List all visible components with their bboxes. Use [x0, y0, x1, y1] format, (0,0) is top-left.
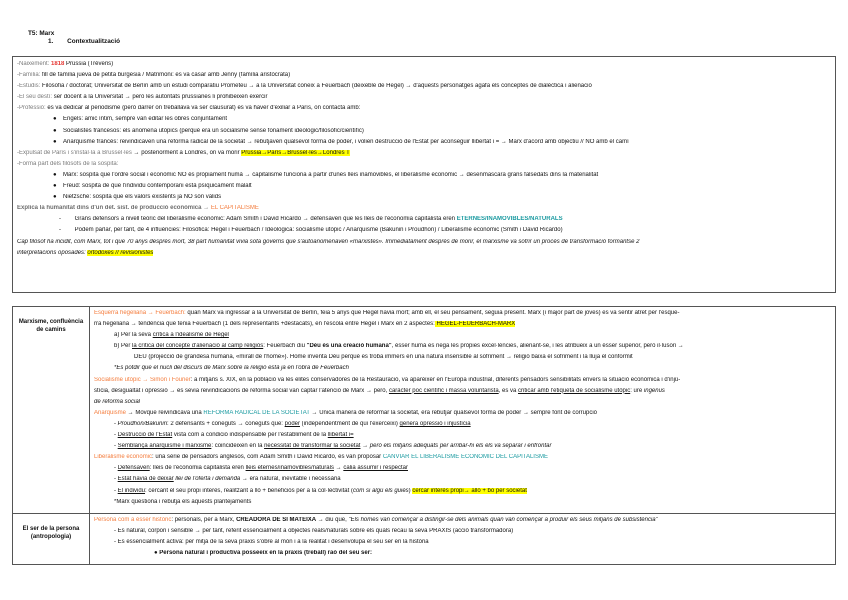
table-row [13, 513, 836, 564]
bullet-icon: ● [53, 138, 57, 145]
row-content [90, 513, 836, 564]
text-segment: : coincideixen en la [211, 443, 265, 450]
professio-line [17, 105, 831, 113]
content-line [94, 354, 831, 362]
text-segment: stícia, desigualtat i opressió → es sevia reivindicacions de reforma social van captar l'atenció de Marx → però, [94, 387, 389, 394]
professio-label: -Professió: [17, 105, 46, 112]
expulsat-route: Prússia→París→Brussel·les→Londres T [241, 149, 350, 156]
text-segment: : una sèrie de pensadors anglesos, com Adam Smith i David Ricardo, es van proposar [152, 454, 383, 461]
text-segment: Persona com a ésser històric [94, 516, 172, 523]
content-line [94, 539, 831, 547]
closing-text: interpretacions oposades: [17, 249, 86, 256]
bullet-icon: ● [53, 127, 57, 134]
text-segment: - [114, 487, 118, 494]
text-segment: a) Per la seva [114, 332, 153, 339]
bullet-icon: ● [53, 183, 57, 190]
bullet-text: Anarquisme francès: reivindicaven una reforma radical de la societat → rebutjaven qualsevol forma de poder, i volien destrucció de l'Estat per aconseguir llibertat i = → Marx d'acord amb objectiu // NO amb el camí [63, 138, 629, 145]
text-segment: : personals, per a Marx, [171, 516, 237, 523]
closing-highlight: ortodoxes // revisionistes [87, 249, 154, 256]
text-segment: - És natural, corpori i sensible → per tant, referit essencialment a objectes reals/naturals sobre els quals recau la seva PRAXIS (acció transformadora) [114, 527, 514, 534]
text-segment: - [114, 476, 118, 483]
naixement-line [17, 61, 831, 69]
list-item [17, 128, 831, 136]
text-segment: , ésser humà es nega les pròpies excel·lències, alienant-se, i les atribueix a un ésser superior, però il·lusori → [391, 343, 684, 350]
text-segment: (independentment de qui l'exerceixi) [300, 420, 400, 427]
content-line [94, 310, 831, 318]
text-segment: - És essencialment activa: per mitjà de la seva praxis s'obre al món i a la realitat i desenvolupa el seu ser en la història [114, 538, 429, 545]
text-segment: - [114, 432, 118, 439]
content-line [94, 499, 831, 507]
text-segment: CREADORA DE SI MATEIXA [236, 516, 317, 523]
text-segment: Socialisme utòpic → Simon i Fourier [94, 376, 191, 383]
estudis-line [17, 83, 831, 91]
text-segment: vista com a condició indispensable per l'establiment de la [172, 432, 328, 439]
text-segment: : lleis de l'economia capitalista eren [149, 465, 246, 472]
section-number: 1. [48, 38, 54, 46]
text-segment: de reforma social [94, 398, 141, 405]
text-segment: → però els mitjans adequats per arribar-hi els els va separar i enfrontar [360, 443, 552, 450]
text-segment: genera opressió i injustícia [399, 420, 471, 427]
content-line [94, 410, 831, 418]
text-segment: "Déu és una creació humana" [306, 343, 392, 350]
bullet-icon: ● [53, 171, 57, 178]
text-segment: Anarquisme [94, 409, 127, 416]
list-item [17, 216, 831, 224]
closing-line: Cap filòsof ha incidit, com Marx, tot i que 70 anys després mort, 38 part humanitat vivia sota governs que s'autoanomenaven «marxistes». Immediatament després de morir, el marxisme va sofrir un procés de transformació formantse 2 [17, 238, 640, 245]
list-item [17, 139, 831, 147]
bullet-icon: ● [53, 194, 57, 201]
section-heading [48, 38, 120, 46]
section-title: Contextualització [67, 38, 121, 46]
text-segment: → diu que, [316, 516, 349, 523]
content-line [94, 421, 831, 429]
text-segment: la crítica del concepte d'alienació al camp religiós [132, 343, 264, 350]
dash-icon: - [59, 227, 61, 234]
content-line [94, 388, 831, 396]
content-line [94, 476, 831, 484]
text-segment: : a mitjans s. XIX, en la població va les elites conservadores de la Restauració, va aparèixer en l'Europa industrial, diferents pensadors sensibilitats envers la situació econòmica i d'injú- [190, 376, 681, 383]
text-segment: , es va [498, 387, 519, 394]
content-line [94, 550, 831, 558]
text-segment: llei de l'oferta i demanda [173, 476, 241, 483]
text-segment: → era natural, inevitable i necessària [240, 476, 341, 483]
text-segment: poder [284, 420, 300, 427]
text-segment: ingenus [643, 387, 665, 394]
professio-text: es va dedicar al periodisme (però darrer on treballava va ser clausurat) es va haver d'exiliar a París, on contacta amb: [47, 105, 361, 112]
content-line [94, 432, 831, 440]
content-table [12, 306, 836, 565]
text-segment: cercar interès propi→ alló + bo per societat [412, 487, 527, 494]
list-item [17, 172, 831, 180]
familia-line [17, 72, 831, 80]
text-segment: Destrucció de l'Estat [117, 432, 173, 439]
list-item [17, 227, 831, 235]
content-line [94, 377, 831, 385]
desti-text: ser docent a la Universitat → però les autoritats prussianes li prohibeixen exercir [53, 94, 268, 101]
page-title: T5: Marx [28, 30, 55, 37]
text-segment: Persona natural i productiva posseeix en la praxis (treball) raó del seu ser: [159, 549, 373, 556]
text-segment: ) [408, 487, 413, 494]
row-label: El ser de la persona (antropologia) [13, 513, 90, 564]
context-box [12, 56, 836, 293]
content-line [94, 365, 831, 373]
text-segment: - [114, 465, 118, 472]
bullet-text: Nietzsche: sospita que els valors existents ja NO són vàlids [63, 194, 222, 201]
text-segment: : cercant el seu propi interès, realitzant a llò + beneficiós per a la col·lectivitat ( [145, 487, 353, 494]
text-segment: → Movque reivindicava una [126, 409, 204, 416]
text-segment: llibertat i= [327, 432, 354, 439]
bullet-text: Socialistes francesos: els anomena utòpics (perquè era un socialisme sense fonament ideològic/filosòfic/científic) [63, 127, 364, 134]
text-segment: criticar amb l'etiqueta de socialisme utòpic [518, 387, 631, 394]
content-line [94, 343, 831, 351]
text-segment: ● [154, 549, 160, 556]
text-segment: → Única manera de reformar la societat, era rebutjar qualsevol forma de poder → sempre font de corrupció [309, 409, 597, 416]
familia-text: fill de família jueva de petita burgesia / Matrimoni: es va casar amb Jenny (família aristòcrata) [42, 72, 291, 79]
content-line [94, 399, 831, 407]
text-segment: rra hegeliana → tendència que tenia Feuerbach (1 dels representants +destacats), en l'escola entre Hegel i Marx en 2 aspectes: [94, 321, 435, 328]
naixement-label: -Naixement: [17, 61, 50, 67]
dash-text: Grans defensors a nivell teòric del liberalisme econòmic: Adam Smith i David Ricardo → defensaven que les lleis de l'economia capitalista eren [74, 216, 456, 223]
text-segment: El individu [117, 487, 146, 494]
expulsat-label: -Expulsat de París i s'instal·la a Brussel·les [17, 149, 132, 156]
explica-label: Explica la humanitat dins d'un det. sist. de producció econòmica → [17, 205, 210, 212]
row-label: Marxisme, confluència de camins [13, 307, 90, 514]
bullet-icon: ● [53, 116, 57, 123]
explica-line [17, 205, 831, 213]
text-segment: Proudhon/Bakunin [117, 420, 168, 427]
content-line [94, 321, 831, 329]
text-segment: Esquerra hegeliana → Feuerbach: [94, 310, 186, 316]
text-segment: quan Marx va ingressar a la Universitat de Berlín, feia 5 anys que Hegel havia mort; amb ell, el seu pensament, seguia present. Marx (i major part de joves) es va sentir atret per l'esque- [185, 310, 680, 316]
expulsat-text: → posteriorment a Londres, on va morir [133, 149, 240, 156]
text-segment: lleis eternes/inamovibles/naturals [245, 465, 334, 472]
text-segment: : Feuerbach diu [263, 343, 307, 350]
content-line [94, 528, 831, 536]
text-segment: - [114, 443, 118, 450]
naixement-year: 1818 [51, 61, 65, 67]
content-line [94, 443, 831, 451]
text-segment: caràcter poc científic i massa voluntarista [388, 387, 499, 394]
text-segment: calia assumir i respectar [343, 465, 408, 472]
text-segment: Defensaven [117, 465, 150, 472]
table-row [13, 307, 836, 514]
text-segment: DÉU (projecció de grandesa humana, «mirall de l'home»). Home inventa Déu perquè es troba immers en una natura insensible al sofriment → religió baixa el sofriment i la lluja el conformit [134, 354, 633, 361]
content-line [94, 488, 831, 496]
list-item [17, 116, 831, 124]
content-line [94, 332, 831, 340]
closing-line [17, 250, 831, 258]
text-segment: HEGEL-FEUERBACH-MARX [434, 321, 516, 328]
text-segment: : ure [630, 387, 644, 394]
text-segment: crítica a l'idealisme de Hegel [152, 332, 229, 339]
content-line [94, 465, 831, 473]
text-segment: Estat havia de deixar [117, 476, 174, 483]
expulsat-line [17, 150, 831, 158]
explica-highlight: EL CAPITALISME [210, 205, 259, 212]
content-line [94, 454, 831, 462]
text-segment: - [114, 420, 118, 427]
document-header [28, 30, 120, 47]
desti-line [17, 94, 831, 102]
text-segment: Semblança anarquisme i marxisme [117, 443, 212, 450]
estudis-label: -Estudis: [17, 83, 41, 90]
dash-text: Podem parlar, per tant, de 4 influències: Filosòfica: Hegel i Feuerbach / Ideològica: socialisme utòpic / Anarquisme (Bakunin i Proudhon) / Liberalisme econòmic (Smith i David Ricardo) [74, 227, 563, 234]
text-segment: *Es potdir que el nucli del discurs de Marx sobre la religió està ja en l'obra de Feuerbach [114, 365, 349, 372]
desti-label: -El seu destí: [17, 94, 53, 101]
text-segment: com si algú els guiés [352, 487, 409, 494]
bullet-text: Engels: amic íntim, sempre van editar les obres conjuntament [63, 116, 228, 123]
bullet-text: Marx: sospita que l'ordre social i econòmic NO és pròpiament humà → capitalisme funciona a partir d'unes lleis inamovibles, el liberalisme econòmic → desenmascara grans falsedats dins la materialitat [63, 171, 599, 178]
text-segment: CANVIAR EL LIBERALISME ECONÒMIC DEL CAPITALISME [382, 454, 548, 461]
bullet-text: Freud: sospita de que l'individu contemporani està psíquicament malalt [63, 183, 252, 190]
list-item [17, 183, 831, 191]
naixement-place: Prússia (Tréveris) [66, 61, 114, 67]
text-segment: Liberalisme econòmic [94, 454, 153, 461]
forma-line [17, 161, 831, 169]
text-segment: *Marx qüestiona i rebutja els aquests plantejaments [114, 498, 252, 505]
text-segment: REFORMA RADICAL DE LA SOCIETAT [203, 409, 310, 416]
content-line [94, 517, 831, 525]
text-segment: "Els homes van començar a distingir-se dels animals quan van començar a produir els seus mitjans de subsistència" [348, 516, 658, 523]
text-segment: → [333, 465, 344, 472]
text-segment: : 2 defensants + coneguts → coneguts que: [167, 420, 285, 427]
list-item [17, 194, 831, 202]
familia-label: -Família: [17, 72, 41, 79]
text-segment: necessitat de transformar la societat [264, 443, 361, 450]
estudis-text: Filosofia / doctorat; Universitat de Berlín amb un estudi comparatiu Prometeu → a la Universitat coneix a Feuerbach (deixeble de Hegel) → d'aquests personatges agafa els conceptes de dialèctica i alienació [42, 83, 592, 90]
dash-highlight: ETERNES/INAMOVIBLES/NATURALS [456, 216, 563, 223]
forma-label: -Forma part dels filòsofs de la sospita: [17, 160, 119, 167]
dash-icon: - [59, 216, 61, 223]
row-content [90, 307, 836, 514]
text-segment: b) Per [114, 343, 133, 350]
